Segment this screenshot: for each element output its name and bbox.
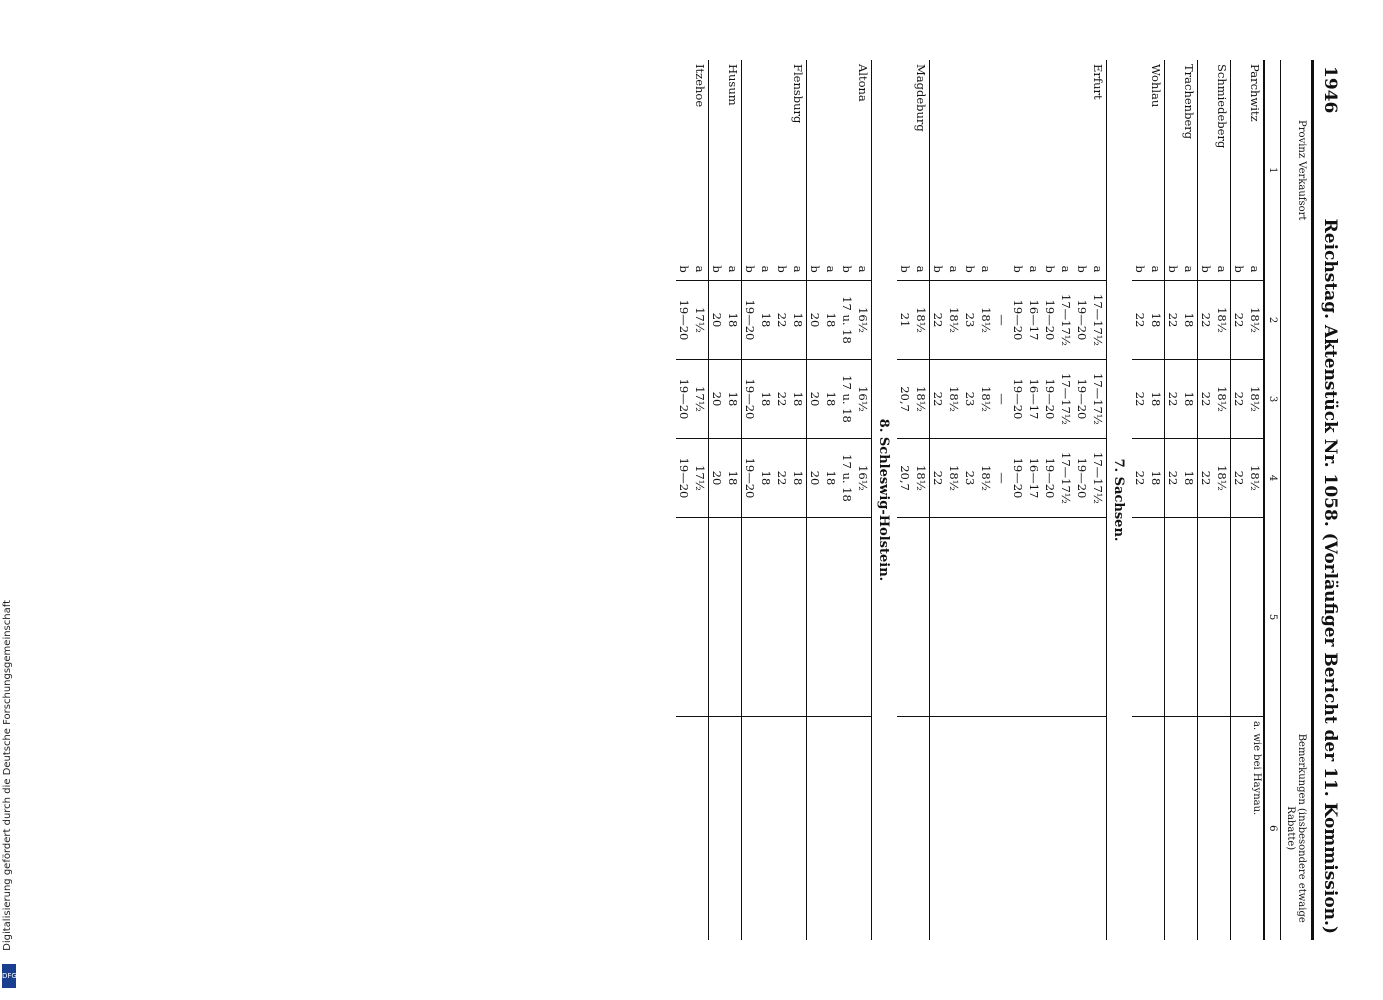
wholesale-price-cell [692, 518, 709, 717]
remarks-cell [1010, 717, 1026, 941]
place-cell [978, 60, 994, 258]
price-cell-oct-1912: 19—20 [1074, 281, 1090, 360]
price-table [676, 60, 1311, 940]
price-cell-jan-1913: 18 [790, 360, 807, 439]
wholesale-price-cell [1247, 518, 1264, 717]
col-number-5: 5 [1264, 518, 1281, 717]
place-cell [839, 60, 855, 258]
wholesale-price-cell [676, 518, 692, 717]
price-cell-feb-1913: 18½ [978, 439, 994, 518]
remarks-cell [742, 717, 759, 941]
table-row [692, 60, 709, 940]
price-cell-jan-1913: 18½ [946, 360, 962, 439]
price-cell-oct-1912: 18½ [946, 281, 962, 360]
price-cell-feb-1913: 18 [823, 439, 839, 518]
wholesale-price-cell [839, 518, 855, 717]
remarks-cell [790, 717, 807, 941]
wholesale-price-cell [1214, 518, 1231, 717]
price-cell-oct-1912: 20 [709, 281, 726, 360]
wholesale-price-cell [913, 518, 930, 717]
ab-marker-cell: a [855, 258, 872, 281]
price-cell-oct-1912: 19—20 [742, 281, 759, 360]
price-cell-oct-1912: 23 [962, 281, 978, 360]
table-row [1247, 60, 1264, 940]
table-row [1165, 60, 1182, 940]
price-cell-oct-1912: 22 [1198, 281, 1215, 360]
column-number-row [1264, 60, 1281, 940]
remarks-cell [930, 717, 947, 941]
price-cell-jan-1913: 18 [758, 360, 774, 439]
wholesale-price-cell [1042, 518, 1058, 717]
price-cell-oct-1912: 17½ [692, 281, 709, 360]
remarks-cell [1198, 717, 1215, 941]
price-cell-jan-1913: 19—20 [1074, 360, 1090, 439]
price-cell-jan-1913: 22 [1231, 360, 1248, 439]
price-cell-feb-1913: 16½ [855, 439, 872, 518]
price-cell-oct-1912: 22 [1231, 281, 1248, 360]
remarks-cell [1214, 717, 1231, 941]
price-cell-oct-1912: 18 [758, 281, 774, 360]
ab-marker-cell: b [1166, 265, 1180, 273]
price-cell-oct-1912: 18 [1148, 281, 1165, 360]
wholesale-price-cell [994, 518, 1010, 717]
price-cell-oct-1912: 18½ [1247, 281, 1264, 360]
price-cell-oct-1912: 20 [807, 281, 824, 360]
price-cell-jan-1913: 17 u. 18 [839, 360, 855, 439]
table-row [790, 60, 807, 940]
remarks-cell [709, 717, 726, 941]
price-cell-feb-1913: 17 u. 18 [839, 439, 855, 518]
col-header-5 [1281, 518, 1312, 717]
wholesale-price-cell [758, 518, 774, 717]
ab-marker-cell: a [824, 265, 838, 273]
place-cell [962, 60, 978, 258]
ab-marker-cell: b [775, 265, 789, 273]
ab-marker-cell: b [677, 265, 691, 273]
price-cell-jan-1913: 19—20 [742, 360, 759, 439]
wholesale-price-cell [823, 518, 839, 717]
col-header-1: Provinz Verkaufsort [1281, 60, 1312, 281]
remarks-cell [676, 717, 692, 941]
wholesale-price-cell [1165, 518, 1182, 717]
price-cell-feb-1913: 19—20 [1074, 439, 1090, 518]
price-cell-feb-1913: 17—17½ [1058, 439, 1074, 518]
price-cell-feb-1913: 22 [1198, 439, 1215, 518]
price-cell-feb-1913: 18 [1181, 439, 1198, 518]
price-cell-oct-1912: 16—17 [1026, 281, 1042, 360]
price-cell-feb-1913: 23 [962, 439, 978, 518]
wholesale-price-cell [1026, 518, 1042, 717]
remarks-cell [1074, 717, 1090, 941]
price-cell-feb-1913: — [994, 439, 1010, 518]
ab-marker-cell: a [947, 265, 961, 273]
price-cell-jan-1913: 18½ [978, 360, 994, 439]
ab-marker-cell: b [743, 265, 757, 273]
col-number-1: 1 [1264, 60, 1281, 281]
section-heading: 7. Sachsen. [1111, 458, 1126, 542]
ab-marker-cell: a [725, 258, 742, 281]
table-row [962, 60, 978, 940]
price-cell-jan-1913: 22 [1198, 360, 1215, 439]
remarks-cell [839, 717, 855, 941]
ab-marker-cell: b [710, 265, 724, 273]
price-cell-feb-1913: 20 [807, 439, 824, 518]
price-cell-jan-1913: 20 [807, 360, 824, 439]
section-heading-row [1107, 60, 1133, 940]
wholesale-price-cell [855, 518, 872, 717]
price-cell-jan-1913: 16—17 [1026, 360, 1042, 439]
remarks-cell [1181, 717, 1198, 941]
table-row [1026, 60, 1042, 940]
table-row [1198, 60, 1215, 940]
remarks-cell [1026, 717, 1042, 941]
price-cell-oct-1912: 19—20 [1042, 281, 1058, 360]
place-cell [1198, 60, 1215, 258]
remarks-cell [994, 717, 1010, 941]
price-cell-feb-1913: 18½ [1214, 439, 1231, 518]
price-cell-oct-1912: 18 [823, 281, 839, 360]
table-row [1214, 60, 1231, 940]
price-cell-feb-1913: 19—20 [1010, 439, 1026, 518]
price-cell-jan-1913: 18½ [1247, 360, 1264, 439]
remarks-cell [774, 717, 790, 941]
price-cell-feb-1913: 22 [1165, 439, 1182, 518]
price-cell-jan-1913: 16½ [855, 360, 872, 439]
table-row [913, 60, 930, 940]
wholesale-price-cell [1132, 518, 1148, 717]
ab-marker-cell: a [1181, 258, 1198, 281]
price-cell-oct-1912: 19—20 [1010, 281, 1026, 360]
place-cell: Parchwitz [1247, 60, 1264, 258]
place-cell: Erfurt [1090, 60, 1107, 258]
place-cell [994, 60, 1010, 258]
table-row [725, 60, 742, 940]
place-cell: Wohlau [1148, 60, 1165, 258]
wholesale-price-cell [1198, 518, 1215, 717]
table-row [676, 60, 692, 940]
remarks-cell [1058, 717, 1074, 941]
price-cell-jan-1913: 23 [962, 360, 978, 439]
col-number-4: 4 [1264, 439, 1281, 518]
place-cell [1132, 60, 1148, 258]
price-cell-oct-1912: 18½ [978, 281, 994, 360]
wholesale-price-cell [1074, 518, 1090, 717]
page-title: Reichstag. Aktenstück Nr. 1058. (Vorläufiger Bericht der 11. Kommission.) [1320, 218, 1340, 934]
price-cell-jan-1913: 20 [709, 360, 726, 439]
remarks-cell [807, 717, 824, 941]
wholesale-price-cell [1010, 518, 1026, 717]
page-header [1311, 60, 1340, 940]
ab-marker-cell: a [759, 265, 773, 273]
wholesale-price-cell [1148, 518, 1165, 717]
ab-marker-cell: b [1011, 265, 1025, 273]
col-number-6: 6 [1264, 717, 1281, 941]
place-cell [946, 60, 962, 258]
price-cell-jan-1913: 18 [1148, 360, 1165, 439]
price-cell-feb-1913: 18½ [913, 439, 930, 518]
price-cell-feb-1913: 22 [1231, 439, 1248, 518]
table-row [742, 60, 759, 940]
place-cell [1074, 60, 1090, 258]
table-row [1010, 60, 1026, 940]
price-cell-jan-1913: 22 [774, 360, 790, 439]
table-row [978, 60, 994, 940]
col-number-3: 3 [1264, 360, 1281, 439]
ab-marker-cell: a [1059, 265, 1073, 273]
price-cell-oct-1912: 21 [897, 281, 913, 360]
price-cell-oct-1912: 19—20 [676, 281, 692, 360]
ab-marker-cell: a [1090, 258, 1107, 281]
table-row [758, 60, 774, 940]
place-cell [930, 60, 947, 258]
ab-marker-cell: a [1214, 258, 1231, 281]
price-cell-jan-1913: 22 [1132, 360, 1148, 439]
price-cell-oct-1912: 18 [790, 281, 807, 360]
wholesale-price-cell [930, 518, 947, 717]
price-cell-jan-1913: 18½ [913, 360, 930, 439]
wholesale-price-cell [1231, 518, 1248, 717]
place-cell [758, 60, 774, 258]
ab-marker-cell: b [1232, 265, 1246, 273]
remarks-cell [1090, 717, 1107, 941]
wholesale-price-cell [742, 518, 759, 717]
remarks-cell [897, 717, 913, 941]
table-row [994, 60, 1010, 940]
place-cell [1165, 60, 1182, 258]
ab-marker-cell: b [1075, 265, 1089, 273]
price-cell-jan-1913: 18½ [1214, 360, 1231, 439]
table-row [855, 60, 872, 940]
remarks-cell [1148, 717, 1165, 941]
place-cell [676, 60, 692, 258]
price-cell-jan-1913: 22 [1165, 360, 1182, 439]
price-cell-oct-1912: 17—17½ [1090, 281, 1107, 360]
table-row [823, 60, 839, 940]
remarks-cell: a. wie bei Haynau. [1247, 717, 1264, 941]
wholesale-price-cell [1090, 518, 1107, 717]
price-cell-feb-1913: 17—17½ [1090, 439, 1107, 518]
price-cell-oct-1912: 22 [1165, 281, 1182, 360]
price-cell-feb-1913: 22 [1132, 439, 1148, 518]
ab-marker-cell: a [1247, 258, 1264, 281]
price-cell-oct-1912: 18 [725, 281, 742, 360]
wholesale-price-cell [774, 518, 790, 717]
price-cell-jan-1913: 18 [1181, 360, 1198, 439]
table-row [1074, 60, 1090, 940]
wholesale-price-cell [725, 518, 742, 717]
place-cell [1042, 60, 1058, 258]
remarks-cell [962, 717, 978, 941]
place-cell [1231, 60, 1248, 258]
price-cell-oct-1912: 22 [774, 281, 790, 360]
remarks-cell [1231, 717, 1248, 941]
price-cell-jan-1913: 19—20 [1010, 360, 1026, 439]
place-cell: Magdeburg [913, 60, 930, 258]
col-header-4 [1281, 439, 1312, 518]
ab-marker-cell: b [1133, 265, 1147, 273]
page-number: 1946 [1320, 66, 1340, 114]
price-cell-feb-1913: 18 [758, 439, 774, 518]
place-cell: Husum [725, 60, 742, 258]
price-cell-jan-1913: — [994, 360, 1010, 439]
remarks-cell [1132, 717, 1148, 941]
price-cell-oct-1912: — [994, 281, 1010, 360]
price-cell-feb-1913: 19—20 [742, 439, 759, 518]
table-row [897, 60, 913, 940]
wholesale-price-cell [978, 518, 994, 717]
table-row [1231, 60, 1248, 940]
col-number-2: 2 [1264, 281, 1281, 360]
header-row [1281, 60, 1312, 940]
remarks-cell [692, 717, 709, 941]
place-cell: Schmiedeberg [1214, 60, 1231, 258]
ab-marker-cell: b [931, 265, 945, 273]
remarks-cell [725, 717, 742, 941]
price-cell-jan-1913: 19—20 [676, 360, 692, 439]
price-cell-feb-1913: 18 [1148, 439, 1165, 518]
price-cell-feb-1913: 16—17 [1026, 439, 1042, 518]
remarks-cell [913, 717, 930, 941]
ab-marker-cell: b [840, 265, 854, 273]
table-row [807, 60, 824, 940]
place-cell [823, 60, 839, 258]
price-cell-jan-1913: 19—20 [1042, 360, 1058, 439]
ab-marker-cell: a [1148, 258, 1165, 281]
wholesale-price-cell [946, 518, 962, 717]
remarks-cell [823, 717, 839, 941]
price-cell-feb-1913: 22 [930, 439, 947, 518]
table-row [1148, 60, 1165, 940]
place-cell [1058, 60, 1074, 258]
price-cell-feb-1913: 18½ [946, 439, 962, 518]
remarks-cell [758, 717, 774, 941]
table-row [839, 60, 855, 940]
remarks-cell [946, 717, 962, 941]
ab-marker-cell: a [979, 265, 993, 273]
place-cell: Flensburg [790, 60, 807, 258]
price-cell-feb-1913: 20 [709, 439, 726, 518]
ab-marker-cell: b [898, 265, 912, 273]
wholesale-price-cell [962, 518, 978, 717]
ab-marker-cell: b [808, 265, 822, 273]
digitization-credit: Digitalisierung gefördert durch die Deutsche Forschungsgemeinschaft [2, 600, 13, 951]
table-row [709, 60, 726, 940]
rotated-content [60, 60, 1340, 940]
price-cell-oct-1912: 18½ [913, 281, 930, 360]
ab-marker-cell: b [1043, 265, 1057, 273]
col-header-6: Bemerkungen (insbesondere etwaige Rabatte) [1281, 717, 1312, 941]
price-cell-oct-1912: 18½ [1214, 281, 1231, 360]
price-cell-feb-1913: 17½ [692, 439, 709, 518]
price-cell-jan-1913: 22 [930, 360, 947, 439]
table-row [1181, 60, 1198, 940]
remarks-cell [855, 717, 872, 941]
price-cell-feb-1913: 19—20 [1042, 439, 1058, 518]
table-row [774, 60, 790, 940]
ab-marker-cell: a [692, 258, 709, 281]
price-cell-feb-1913: 18 [725, 439, 742, 518]
wholesale-price-cell [1058, 518, 1074, 717]
price-cell-oct-1912: 18 [1181, 281, 1198, 360]
col-header-3 [1281, 360, 1312, 439]
table-row [1090, 60, 1107, 940]
table-row [1132, 60, 1148, 940]
price-cell-jan-1913: 17—17½ [1058, 360, 1074, 439]
wholesale-price-cell [709, 518, 726, 717]
wholesale-price-cell [807, 518, 824, 717]
place-cell [774, 60, 790, 258]
ab-marker-cell: b [1199, 265, 1213, 273]
place-cell: Altona [855, 60, 872, 258]
place-cell [1010, 60, 1026, 258]
place-cell: Trachenberg [1181, 60, 1198, 258]
table-row [946, 60, 962, 940]
price-cell-oct-1912: 22 [930, 281, 947, 360]
price-cell-feb-1913: 19—20 [676, 439, 692, 518]
table-row [1042, 60, 1058, 940]
section-heading: 8. Schleswig-Holstein. [876, 418, 891, 582]
section-heading-row [872, 60, 898, 940]
price-cell-oct-1912: 17 u. 18 [839, 281, 855, 360]
price-cell-feb-1913: 18 [790, 439, 807, 518]
table-body [676, 60, 1264, 940]
place-cell [742, 60, 759, 258]
table-row [1058, 60, 1074, 940]
price-cell-oct-1912: 16½ [855, 281, 872, 360]
ab-marker-cell [994, 258, 1010, 281]
col-header-2 [1281, 281, 1312, 360]
price-cell-feb-1913: 18½ [1247, 439, 1264, 518]
remarks-cell [1042, 717, 1058, 941]
ab-marker-cell: b [963, 265, 977, 273]
price-cell-oct-1912: 22 [1132, 281, 1148, 360]
dfg-logo: DFG [2, 964, 16, 988]
place-cell [1026, 60, 1042, 258]
place-cell: Itzehoe [692, 60, 709, 258]
price-cell-oct-1912: 17—17½ [1058, 281, 1074, 360]
price-cell-jan-1913: 17½ [692, 360, 709, 439]
wholesale-price-cell [790, 518, 807, 717]
price-cell-jan-1913: 18 [725, 360, 742, 439]
place-cell [709, 60, 726, 258]
table-row [930, 60, 947, 940]
place-cell [897, 60, 913, 258]
remarks-cell [978, 717, 994, 941]
price-cell-jan-1913: 20,7 [897, 360, 913, 439]
price-cell-feb-1913: 22 [774, 439, 790, 518]
place-cell [807, 60, 824, 258]
wholesale-price-cell [897, 518, 913, 717]
remarks-cell [1165, 717, 1182, 941]
ab-marker-cell: a [1027, 265, 1041, 273]
ab-marker-cell: a [790, 258, 807, 281]
price-cell-jan-1913: 18 [823, 360, 839, 439]
wholesale-price-cell [1181, 518, 1198, 717]
price-cell-feb-1913: 20,7 [897, 439, 913, 518]
ab-marker-cell: a [913, 258, 930, 281]
price-cell-jan-1913: 17—17½ [1090, 360, 1107, 439]
